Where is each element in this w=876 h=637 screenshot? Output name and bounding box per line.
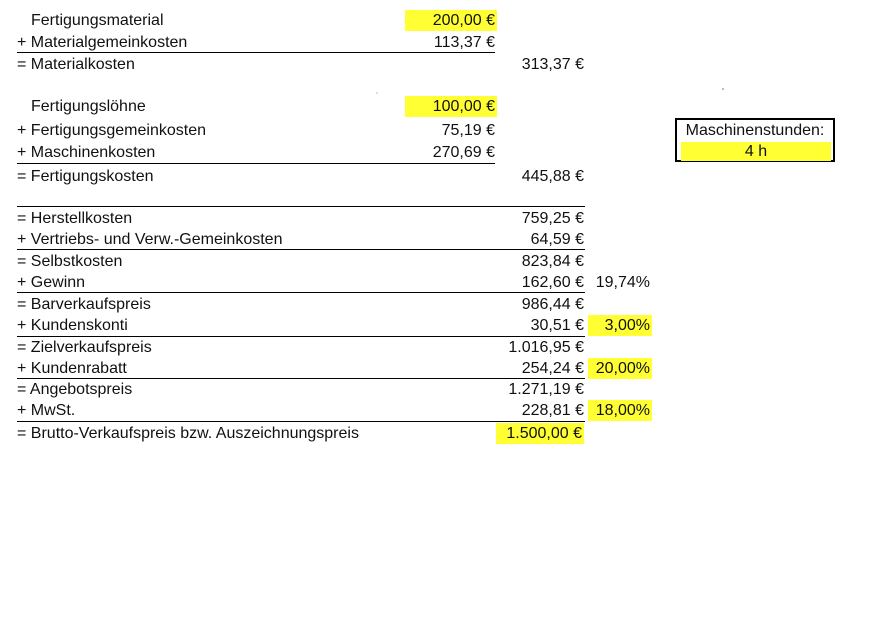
row-value: 759,25 € [521, 210, 584, 227]
row-label: = Fertigungskosten [17, 168, 154, 185]
sum-rule [17, 52, 495, 53]
row-value: 64,59 € [530, 231, 584, 248]
row-label: + MwSt. [17, 402, 76, 419]
percent-highlighted: 3,00% [588, 315, 652, 336]
row-brutto-verkaufspreis [0, 423, 876, 444]
row-fertigungsmaterial [0, 10, 876, 31]
row-value: 75,19 € [441, 122, 495, 139]
row-value: 254,24 € [521, 360, 584, 377]
row-label: + Vertriebs- und Verw.-Gemeinkosten [17, 231, 283, 248]
maschinenstunden-label: Maschinenstunden: [685, 122, 825, 139]
row-angebotspreis [0, 379, 876, 400]
scan-speck [722, 88, 724, 90]
percent-highlighted: 18,00% [588, 400, 652, 421]
row-kundenrabatt [0, 358, 876, 379]
sum-rule [17, 421, 585, 422]
sum-rule [17, 163, 495, 164]
row-barverkaufspreis [0, 294, 876, 315]
row-label: + Maschinenkosten [17, 144, 156, 161]
row-vertriebs-verw-gemeinkosten [0, 229, 876, 250]
row-label: = Angebotspreis [17, 381, 133, 398]
row-value: 270,69 € [432, 144, 495, 161]
row-label: + Fertigungsgemeinkosten [17, 122, 206, 139]
row-fertigungskosten [0, 166, 876, 187]
scan-speck [376, 92, 378, 94]
row-value: 986,44 € [521, 296, 584, 313]
row-zielverkaufspreis [0, 337, 876, 358]
row-value: 30,51 € [530, 317, 584, 334]
row-value: 1.016,95 € [508, 339, 584, 356]
row-label: + Kundenrabatt [17, 360, 127, 377]
row-label: = Zielverkaufspreis [17, 339, 152, 356]
row-value: 113,37 € [433, 34, 495, 51]
row-label: + Gewinn [17, 274, 86, 291]
percent-highlighted: 20,00% [588, 358, 652, 379]
maschinenstunden-value: 4 h [681, 142, 831, 161]
row-label: = Herstellkosten [17, 210, 133, 227]
row-subtotal: 313,37 € [521, 56, 584, 73]
sum-rule [17, 206, 585, 207]
row-percent: 19,74% [595, 274, 650, 291]
row-label: Fertigungsmaterial [31, 12, 164, 29]
row-value: 1.271,19 € [508, 381, 584, 398]
row-materialgemeinkosten [0, 32, 876, 53]
row-herstellkosten [0, 208, 876, 229]
row-label: Fertigungslöhne [31, 98, 146, 115]
maschinenstunden-box [675, 118, 835, 162]
row-subtotal: 445,88 € [521, 168, 584, 185]
sum-rule [17, 292, 585, 293]
row-value: 162,60 € [521, 274, 584, 291]
row-label: = Materialkosten [17, 56, 135, 73]
row-label: + Kundenskonti [17, 317, 128, 334]
row-kundenskonti [0, 315, 876, 336]
row-label: = Selbstkosten [17, 253, 123, 270]
row-selbstkosten [0, 251, 876, 272]
input-value-highlighted: 100,00 € [405, 96, 497, 117]
row-label: + Materialgemeinkosten [17, 34, 188, 51]
row-fertigungsloehne [0, 96, 876, 117]
sum-rule [17, 249, 585, 250]
row-gewinn [0, 272, 876, 293]
row-value: 228,81 € [521, 402, 584, 419]
row-label: = Brutto-Verkaufspreis bzw. Auszeichnungspreis [17, 425, 359, 442]
row-materialkosten [0, 54, 876, 75]
row-value: 823,84 € [521, 253, 584, 270]
total-highlighted: 1.500,00 € [496, 423, 584, 444]
input-value-highlighted: 200,00 € [405, 10, 497, 31]
row-label: = Barverkaufspreis [17, 296, 151, 313]
row-mwst [0, 400, 876, 421]
